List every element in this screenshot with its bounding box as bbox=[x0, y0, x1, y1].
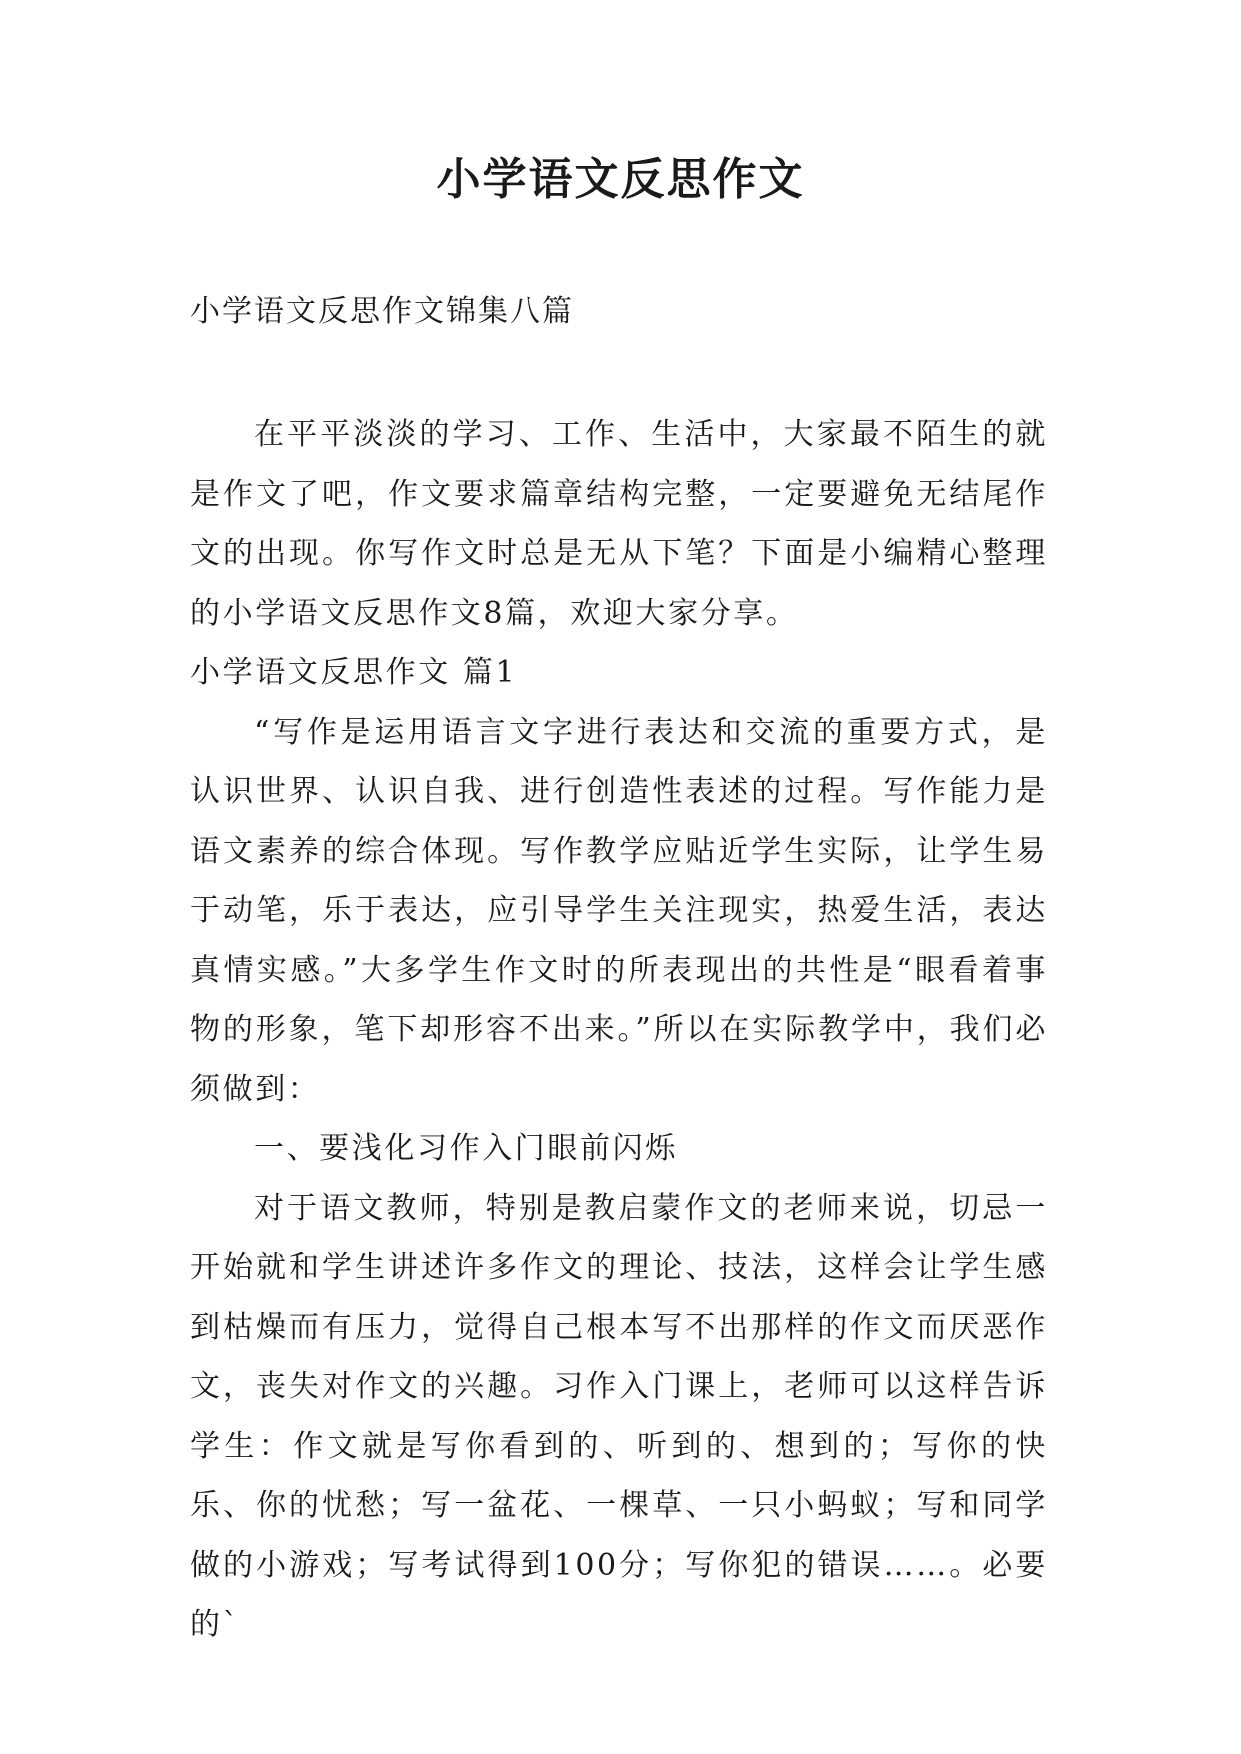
body-paragraph-1: “写作是运用语言文字进行表达和交流的重要方式，是认识世界、认识自我、进行创造性表述的过程。写作能力是语文素养的综合体现。写作教学应贴近学生实际，让学生易于动笔，乐于表达，应引导学生关注现实，热爱生活，表达真情实感。”大多学生作文时的所表现出的共性是“眼看着事物的形象，笔下却形容不出来。”所以在实际教学中，我们必须做到： bbox=[190, 714, 1048, 1107]
document-body bbox=[190, 405, 1048, 1655]
body-paragraph-2: 对于语文教师，特别是教启蒙作文的老师来说，切忌一开始就和学生讲述许多作文的理论、技法，这样会让学生感到枯燥而有压力，觉得自己根本写不出那样的作文而厌恶作文，丧失对作文的兴趣。习作入门课上，老师可以这样告诉学生：作文就是写你看到的、听到的、想到的；写你的快乐、你的忧愁；写一盆花、一棵草、一只小蚂蚁；写和同学做的小游戏；写考试得到100分；写你犯的错误……。必要的` bbox=[190, 1190, 1048, 1642]
point-heading-1: 一、要浅化习作入门眼前闪烁 bbox=[254, 1131, 678, 1166]
document-title: 小学语文反思作文 bbox=[436, 154, 805, 205]
section-heading: 小学语文反思作文 篇1 bbox=[190, 655, 518, 690]
document-subtitle: 小学语文反思作文锦集八篇 bbox=[190, 294, 574, 329]
intro-paragraph: 在平平淡淡的学习、工作、生活中，大家最不陌生的就是作文了吧，作文要求篇章结构完整，一定要避免无结尾作文的出现。你写作文时总是无从下笔？下面是小编精心整理的小学语文反思作文8篇，欢迎大家分享。 bbox=[190, 417, 1048, 631]
